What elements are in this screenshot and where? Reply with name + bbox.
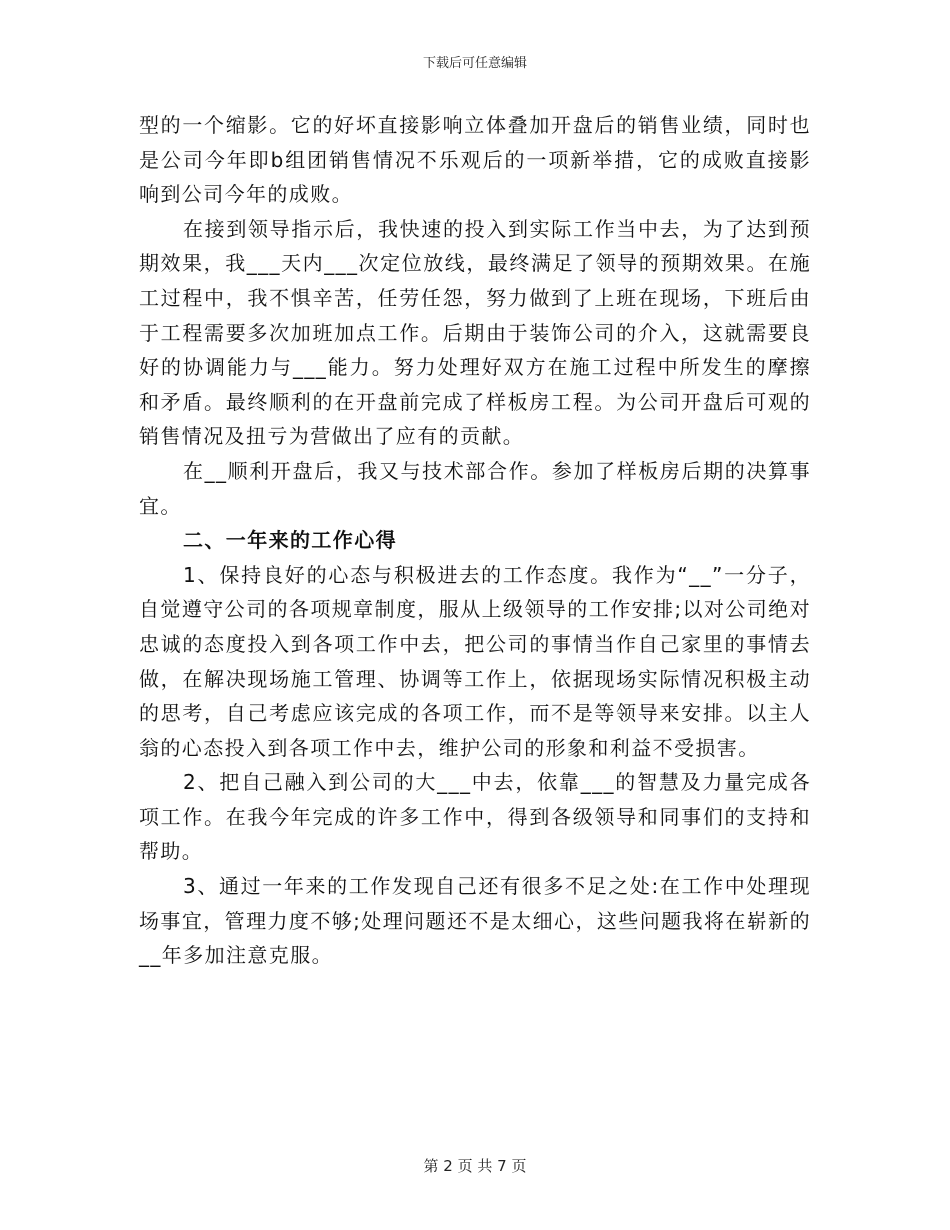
paragraph-point-2: 2、把自己融入到公司的大___中去，依靠___的智慧及力量完成各项工作。在我今年完成的许多工作中，得到各级领导和同事们的支持和帮助。 bbox=[139, 770, 811, 864]
paragraph-continuation: 型的一个缩影。它的好坏直接影响立体叠加开盘后的销售业绩，同时也是公司今年即b组团销售情况不乐观后的一项新举措，它的成败直接影响到公司今年的成败。 bbox=[139, 113, 811, 207]
paragraph-settlement: 在__顺利开盘后，我又与技术部合作。参加了样板房后期的决算事宜。 bbox=[139, 458, 811, 518]
section-heading: 二、一年来的工作心得 bbox=[183, 528, 397, 553]
paragraph-point-1: 1、保持良好的心态与积极进去的工作态度。我作为“__”一分子，自觉遵守公司的各项规章制度，服从上级领导的工作安排;以对公司绝对忠诚的态度投入到各项工作中去，把公司的事情当作自己家里的事情去做，在解决现场施工管理、协调等工作上，依据现场实际情况积极主动的思考，自己考虑应该完成的各项工作，而不是等领导来安排。以主人翁的心态投入到各项工作中去，维护公司的形象和利益不受损害。 bbox=[139, 562, 811, 760]
page-footer: 第 2 页 共 7 页 bbox=[423, 1157, 527, 1175]
page-header: 下载后可任意编辑 bbox=[422, 56, 527, 71]
paragraph-point-3: 3、通过一年来的工作发现自己还有很多不足之处:在工作中处理现场事宜，管理力度不够;处理问题还不是太细心，这些问题我将在崭新的__年多加注意克服。 bbox=[139, 874, 811, 968]
document-body bbox=[139, 108, 811, 973]
paragraph-work-process: 在接到领导指示后，我快速的投入到实际工作当中去，为了达到预期效果，我___天内___次定位放线，最终满足了领导的预期效果。在施工过程中，我不惧辛苦，任劳任怨，努力做到了上班在现场，下班后由于工程需要多次加班加点工作。后期由于装饰公司的介入，这就需要良好的协调能力与___能力。努力处理好双方在施工过程中所发生的摩擦和矛盾。最终顺利的在开盘前完成了样板房工程。为公司开盘后可观的销售情况及扭亏为营做出了应有的贡献。 bbox=[139, 216, 811, 449]
